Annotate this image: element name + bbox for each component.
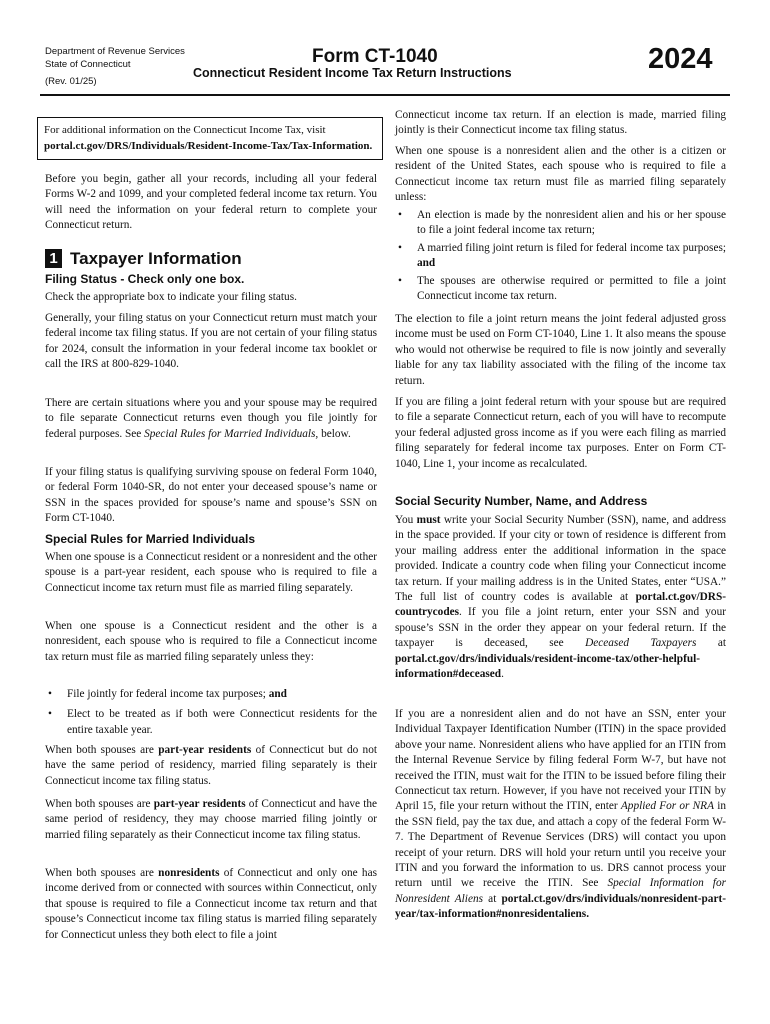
info-box-text: For additional information on the Connecticut Income Tax, visit xyxy=(44,124,326,136)
list-item: • File jointly for federal income tax purposes; and xyxy=(45,687,377,702)
part-year-different-paragraph: When both spouses are part-year residents of Connecticut but do not have the same period of residency, married filing separately is their Connecticut income tax filing status. xyxy=(45,744,377,787)
section-heading xyxy=(45,249,242,268)
list-item: • A married filing joint return is filed for federal income tax purposes; and xyxy=(395,241,726,272)
state-name: State of Connecticut xyxy=(45,59,131,70)
nra-conditions-list xyxy=(395,208,726,304)
part-year-paragraph: When one spouse is a Connecticut resident or a nonresident and the other spouse is a part-year resident, each spouse who is required to file a Connecticut income tax return must file as married filing separately. xyxy=(45,551,377,594)
revision-date: (Rev. 01/25) xyxy=(45,76,97,87)
form-subtitle: Connecticut Resident Income Tax Return Instructions xyxy=(193,66,512,80)
election-list xyxy=(45,687,377,738)
ssn-heading: Social Security Number, Name, and Address xyxy=(395,494,648,508)
intro-paragraph: Before you begin, gather all your records, including all your federal Forms W-2 and 1099, and your completed federal income tax return. You will need the information on your federal return to complete your Connecticut return. xyxy=(45,173,377,232)
nonresident-aliens-link[interactable]: portal.ct.gov/drs/individuals/nonresident-part-year/tax-information#nonresidentaliens. xyxy=(395,892,726,921)
info-box xyxy=(37,117,383,160)
deceased-taxpayers-link[interactable]: portal.ct.gov/drs/individuals/resident-income-tax/other-helpful-information#deceased xyxy=(395,652,701,681)
ssn-paragraph: You must write your Social Security Number (SSN), name, and address in the space provided. If your city or town of residence is different from your mailing address enter the additional information in the space provided. Indicate a country code when filing your Connecticut income tax return. If your mailing address is in the United States, enter “USA.” The full list of country codes is available at portal.ct.gov/DRS-countrycodes. If you file a joint return, enter your SSN and your spouse’s SSN in the order they appear on your federal return. If the taxpayer is deceased, see Deceased Taxpayers at portal.ct.gov/drs/individuals/resident-income-tax/other-helpful-information#deceased. xyxy=(395,514,726,681)
filing-status-heading: Filing Status - Check only one box. xyxy=(45,272,245,286)
header-divider xyxy=(40,94,730,96)
check-paragraph: Check the appropriate box to indicate your filing status. xyxy=(45,291,297,303)
department-block xyxy=(45,45,185,88)
nonresidents-paragraph: When both spouses are nonresidents of Connecticut and only one has income derived from or connected with sources within Connecticut, only that spouse is required to file a Connecticut income tax return and that spouse’s Connecticut income tax filing status is married filing separately for Connecticut unless they both elect to file a joint xyxy=(45,867,377,941)
list-item: • The spouses are otherwise required or permitted to file a joint Connecticut income tax return. xyxy=(395,274,726,305)
section-title: Taxpayer Information xyxy=(70,248,242,268)
tax-year: 2024 xyxy=(648,43,713,75)
form-title: Form CT-1040 xyxy=(312,46,438,67)
recompute-paragraph: If you are filing a joint federal return with your spouse but are required to file a separate Connecticut return, each of you will have to recompute your federal adjusted gross income as if you were each filing as married filing separately for federal income tax purposes. Enter on Form CT-1040, Line 1, your income as recalculated. xyxy=(395,396,726,470)
list-item: • Elect to be treated as if both were Connecticut residents for the entire taxable year. xyxy=(45,707,377,738)
country-codes-link[interactable]: portal.ct.gov/DRS-countrycodes xyxy=(395,591,726,619)
continued-paragraph: Connecticut income tax return. If an election is made, married filing jointly is their Connecticut income tax filing status. xyxy=(395,109,726,137)
section-number: 1 xyxy=(45,249,62,268)
generally-paragraph: Generally, your filing status on your Connecticut return must match your federal income tax filing status. If you are not certain of your filing status for 2024, consult the information in your federal income tax booklet or call the IRS at 800-829-1040. xyxy=(45,312,377,371)
list-item: • An election is made by the nonresident alien and his or her spouse to file a joint federal income tax return; xyxy=(395,208,726,239)
info-box-link[interactable]: portal.ct.gov/DRS/Individuals/Resident-Income-Tax/Tax-Information. xyxy=(44,140,373,152)
special-rules-heading: Special Rules for Married Individuals xyxy=(45,532,256,546)
part-year-same-paragraph: When both spouses are part-year residents of Connecticut and have the same period of residency, they may choose married filing jointly or married filing separately as their Connecticut income tax filing status. xyxy=(45,798,377,841)
qss-paragraph: If your filing status is qualifying surviving spouse on federal Form 1040, or federal Form 1040-SR, do not enter your deceased spouse’s name or SSN in the spaces provided for spouse’s name and spouse’s SSN on Form CT-1040. xyxy=(45,466,377,525)
situations-paragraph: There are certain situations where you and your spouse may be required to file separate Connecticut returns even though you file jointly for federal purposes. See Special Rules for Married Individuals, below. xyxy=(45,397,377,440)
department-name: Department of Revenue Services xyxy=(45,46,185,57)
nonresident-alien-paragraph: When one spouse is a nonresident alien and the other is a citizen or resident of the United States, each spouse who is required to file a Connecticut income tax return must file as married filing separately unless: xyxy=(395,145,726,204)
nonresident-paragraph: When one spouse is a Connecticut resident and the other is a nonresident, each spouse who is required to file a Connecticut income tax return must file as married filing separately unless they: xyxy=(45,620,377,663)
itin-paragraph: If you are a nonresident alien and do not have an SSN, enter your Individual Taxpayer Identification Number (ITIN) in the space provided above your name. Nonresident aliens who have applied for an ITIN from the Internal Revenue Service by filing federal Form W-7, but have not received the ITIN, must wait for the ITIN to be issued before filing their Connecticut tax return. However, if you have not received your ITIN by April 15, file your return without the ITIN, enter Applied For or NRA in the SSN field, pay the tax due, and attach a copy of the federal Form W-7. The Department of Revenue Services (DRS) will contact you upon receipt of your return. DRS will hold your return until you receive your ITIN and you forward the information to us. DRS cannot process your return until we receive the ITIN. See Special Information for Nonresident Aliens at portal.ct.gov/drs/individuals/nonresident-part-year/tax-information#nonresidentaliens. xyxy=(395,708,726,921)
joint-election-paragraph: The election to file a joint return means the joint federal adjusted gross income must be used on Form CT-1040, Line 1. It also means the spouse who would not otherwise be required to file is now jointly and severally liable for any tax liability associated with the filing of the income tax return. xyxy=(395,313,726,387)
